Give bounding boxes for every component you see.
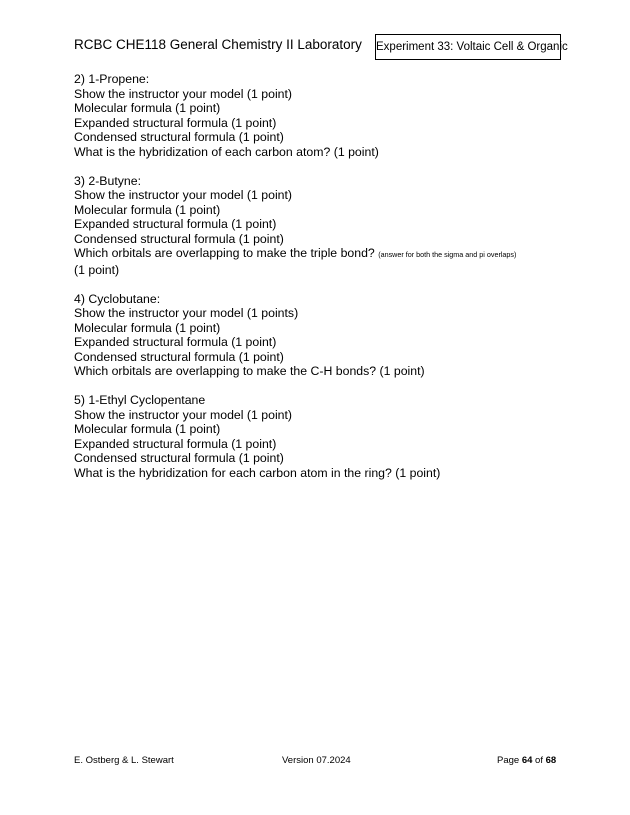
list-item: (1 point) bbox=[74, 262, 120, 277]
list-item: What is the hybridization for each carbon atom in the ring? (1 point) bbox=[74, 465, 441, 480]
section-2-butyne bbox=[74, 174, 574, 278]
list-item: Expanded structural formula (1 point) bbox=[74, 115, 277, 130]
list-item: Show the instructor your model (1 point) bbox=[74, 86, 293, 101]
header-title: RCBC CHE118 General Chemistry II Laboratory bbox=[74, 37, 362, 52]
list-item: Molecular formula (1 point) bbox=[74, 422, 221, 436]
list-item bbox=[74, 246, 574, 263]
page-current: 64 bbox=[521, 755, 533, 766]
list-item: Show the instructor your model (1 point) bbox=[74, 188, 293, 202]
list-item: Condensed structural formula (1 point) bbox=[74, 130, 284, 144]
list-item: Molecular formula (1 point) bbox=[74, 320, 221, 335]
section-1-ethyl-cyclopentane bbox=[74, 393, 574, 480]
list-item: Expanded structural formula (1 point) bbox=[74, 217, 277, 231]
footer-page-number bbox=[497, 755, 556, 767]
list-item: Condensed structural formula (1 point) bbox=[74, 231, 284, 246]
page-total: 68 bbox=[545, 755, 557, 766]
list-item: Expanded structural formula (1 point) bbox=[74, 335, 277, 349]
page-of: of bbox=[535, 755, 543, 766]
section-cyclobutane bbox=[74, 292, 574, 379]
footer-version: Version 07.2024 bbox=[282, 755, 351, 766]
section-heading: 3) 2-Butyne: bbox=[74, 173, 141, 188]
footer-authors: E. Ostberg & L. Stewart bbox=[74, 755, 174, 766]
section-heading: 4) Cyclobutane: bbox=[74, 291, 161, 306]
section-1-propene bbox=[74, 72, 574, 159]
list-item: Molecular formula (1 point) bbox=[74, 202, 221, 217]
list-item: Show the instructor your model (1 points) bbox=[74, 306, 299, 320]
list-item: Condensed structural formula (1 point) bbox=[74, 451, 284, 465]
experiment-box: Experiment 33: Voltaic Cell & Organic bbox=[375, 34, 561, 60]
question-text: Which orbitals are overlapping to make the triple bond? bbox=[74, 246, 375, 260]
list-item: Which orbitals are overlapping to make the C-H bonds? (1 point) bbox=[74, 364, 425, 378]
document-body bbox=[74, 72, 574, 495]
page-prefix: Page bbox=[497, 755, 520, 766]
list-item: Show the instructor your model (1 point) bbox=[74, 407, 293, 422]
section-heading: 2) 1-Propene: bbox=[74, 72, 150, 86]
list-item: Condensed structural formula (1 point) bbox=[74, 349, 284, 364]
list-item: Molecular formula (1 point) bbox=[74, 101, 221, 115]
question-note: (answer for both the sigma and pi overlaps) bbox=[378, 250, 517, 259]
list-item: Expanded structural formula (1 point) bbox=[74, 436, 277, 451]
list-item: What is the hybridization of each carbon atom? (1 point) bbox=[74, 144, 379, 159]
section-heading: 5) 1-Ethyl Cyclopentane bbox=[74, 393, 206, 407]
